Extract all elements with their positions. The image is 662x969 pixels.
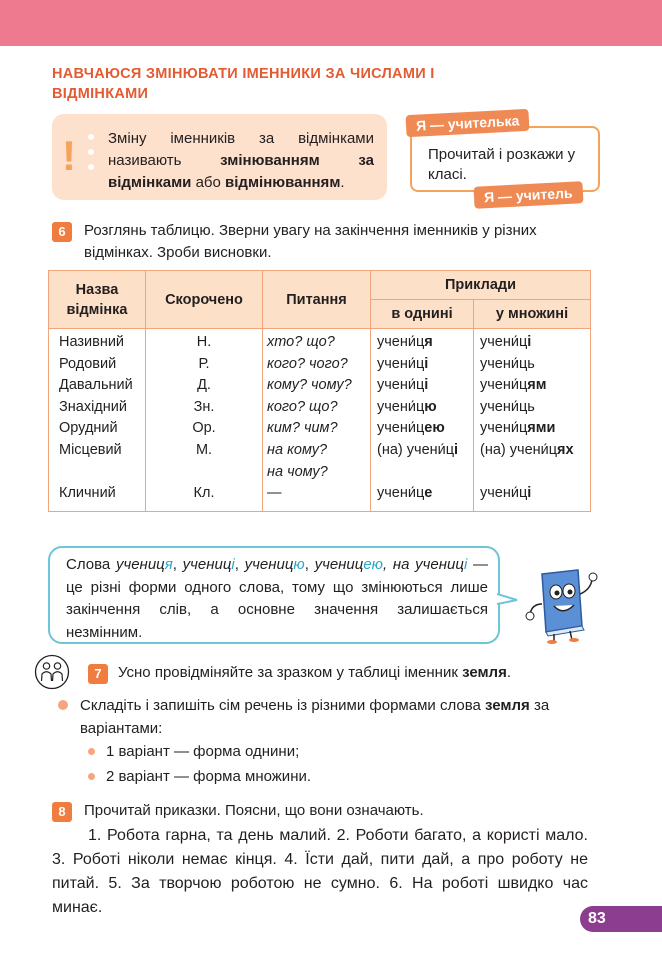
plural-form bbox=[480, 440, 590, 462]
sub-bullet-dot bbox=[88, 748, 95, 755]
header-singular: в однині bbox=[371, 300, 474, 329]
singular-form bbox=[377, 332, 473, 354]
word-ending: і bbox=[463, 556, 468, 573]
word-stem: учени́ц bbox=[480, 485, 528, 502]
sub-bullet-dot bbox=[88, 773, 95, 780]
variant-2: 2 варіант — форма множини. bbox=[106, 768, 312, 785]
case-abbr: Н. bbox=[196, 334, 212, 350]
case-name: Давальний bbox=[59, 377, 133, 394]
word-ending: ями bbox=[527, 420, 556, 437]
case-abbr: Р. bbox=[198, 355, 210, 372]
word-form bbox=[116, 556, 173, 573]
case-abbr: Зн. bbox=[193, 398, 215, 415]
word-stem: учениц bbox=[115, 556, 165, 573]
case-names bbox=[49, 329, 146, 512]
word-ending: і bbox=[527, 485, 532, 502]
task-8-text: Прочитай приказки. Поясни, що вони означають. bbox=[84, 802, 424, 819]
case-name: Називний bbox=[59, 334, 125, 350]
spacer bbox=[146, 462, 262, 484]
singular-form bbox=[377, 483, 473, 505]
header-name: Назва відмінка bbox=[49, 271, 146, 329]
spacer bbox=[59, 462, 145, 484]
bullet-text: Складіть і запишіть сім речень із різними формами слова земля за варіантами: bbox=[80, 697, 550, 737]
case-question: кому? чому? bbox=[267, 377, 352, 394]
separator: , bbox=[234, 556, 245, 573]
plural-form bbox=[480, 418, 590, 440]
word-stem: учениц bbox=[314, 556, 364, 573]
word-stem: учени́ц bbox=[480, 377, 528, 394]
rule-box bbox=[52, 114, 387, 200]
case-name: Місцевий bbox=[59, 441, 122, 458]
table-row bbox=[49, 329, 591, 512]
word-ending: я bbox=[164, 556, 173, 573]
word-form bbox=[315, 556, 383, 573]
word-stem: учени́ць bbox=[480, 355, 535, 372]
case-name: Знахідний bbox=[59, 398, 127, 415]
header-examples: Приклади bbox=[371, 271, 591, 300]
case-table bbox=[48, 270, 591, 512]
case-question: на кому? bbox=[267, 441, 328, 458]
exclamation-icon: ! bbox=[62, 132, 76, 179]
word-stem: учени́ц bbox=[406, 441, 455, 458]
word-form bbox=[183, 556, 235, 573]
word-stem: учени́ц bbox=[480, 334, 528, 350]
bullet-dot bbox=[58, 700, 68, 710]
case-name: Орудний bbox=[59, 420, 118, 437]
tag-teacher-female: Я — учителька bbox=[406, 109, 530, 137]
word-stem: учени́ц bbox=[377, 398, 425, 415]
case-abbr: Кл. bbox=[193, 485, 215, 502]
singular-form bbox=[377, 397, 473, 419]
word-stem: учениц bbox=[244, 556, 294, 573]
task-7-text: Усно провідміняйте за зразком у таблиці іменник земля. bbox=[118, 664, 512, 681]
plural-form bbox=[480, 397, 590, 419]
task-7-number: 7 bbox=[88, 664, 108, 684]
word-ending: е bbox=[424, 485, 433, 502]
page-number: 83 bbox=[588, 910, 606, 927]
separator: , bbox=[172, 556, 183, 573]
plural-forms bbox=[474, 329, 591, 512]
header-abbr: Скорочено bbox=[146, 271, 263, 329]
word-stem: учени́ц bbox=[377, 485, 425, 502]
case-name: Кличний bbox=[59, 485, 116, 502]
case-questions bbox=[263, 329, 371, 512]
word-ending: ею bbox=[363, 556, 383, 573]
plural-form bbox=[480, 483, 590, 505]
preposition: (на) bbox=[377, 441, 407, 458]
word-ending: ю bbox=[424, 398, 437, 415]
header-plural: у множині bbox=[474, 300, 591, 329]
pair-work-icon bbox=[34, 654, 70, 690]
word-stem: учени́ц bbox=[377, 420, 425, 437]
word-ending: ею bbox=[424, 420, 445, 437]
word-stem: учениц bbox=[182, 556, 232, 573]
plural-form bbox=[480, 375, 590, 397]
proverbs-text: 1. Робота гарна, та день малий. 2. Роботи багато, а користі мало. 3. Роботі ніколи немає кінця. 4. Їсти дай, пити дай, а про роботу не питай. 5. За творчою роботою не сумно. 6. На роботі швидко час минає. bbox=[52, 827, 588, 916]
case-question: ким? чим? bbox=[267, 420, 338, 437]
case-abbr: М. bbox=[195, 441, 213, 458]
note-text bbox=[66, 554, 488, 644]
word-stem: учени́ц bbox=[509, 441, 558, 458]
case-abbr: Ор. bbox=[192, 420, 216, 437]
word-ending: і bbox=[424, 355, 429, 372]
separator: , bbox=[304, 556, 315, 573]
task-8-number: 8 bbox=[52, 802, 72, 822]
case-question: кого? чого? bbox=[267, 355, 348, 372]
rule-text: Зміну іменників за відмінками називають змінюванням за відмінками або відмінюванням. bbox=[108, 130, 374, 191]
word-stem: учени́ц bbox=[480, 420, 528, 437]
word-ending: і bbox=[527, 334, 532, 350]
word-stem: учени́ц bbox=[377, 377, 425, 394]
case-abbrs bbox=[146, 329, 263, 512]
word-ending: і bbox=[454, 441, 459, 458]
lesson-title: НАВЧАЮСЯ ЗМІНЮВАТИ ІМЕННИКИ ЗА ЧИСЛАМИ І ВІДМІНКАМИ bbox=[52, 66, 435, 102]
word-ending: ям bbox=[527, 377, 547, 394]
spacer bbox=[377, 462, 473, 484]
word-form bbox=[245, 556, 305, 573]
word-form bbox=[415, 556, 467, 573]
word-stem: учени́ц bbox=[377, 355, 425, 372]
case-name: Родовий bbox=[59, 355, 117, 372]
separator: , на bbox=[382, 556, 416, 573]
word-ending: і bbox=[231, 556, 235, 573]
task-6-number: 6 bbox=[52, 222, 72, 242]
header-question: Питання bbox=[263, 271, 371, 329]
singular-form bbox=[377, 418, 473, 440]
case-question: на чому? bbox=[267, 463, 328, 480]
singular-form bbox=[377, 354, 473, 376]
singular-forms bbox=[371, 329, 474, 512]
preposition: (на) bbox=[480, 441, 510, 458]
word-ending: і bbox=[424, 377, 429, 394]
dots-decoration bbox=[86, 134, 96, 184]
tag-teacher-male: Я — учитель bbox=[473, 181, 583, 209]
variant-1: 1 варіант — форма однини; bbox=[106, 743, 300, 760]
teacher-text: Прочитай і розкажи у класі. bbox=[428, 146, 576, 183]
singular-form bbox=[377, 375, 473, 397]
top-color-band bbox=[0, 0, 662, 46]
note-bubble bbox=[48, 546, 500, 644]
word-stem: учениц bbox=[415, 556, 464, 573]
case-abbr: Д. bbox=[197, 377, 211, 394]
singular-form bbox=[377, 440, 473, 462]
plural-form bbox=[480, 354, 590, 376]
word-ending: я bbox=[424, 334, 433, 350]
note-intro: Слова bbox=[66, 556, 116, 573]
word-ending: ях bbox=[557, 441, 574, 458]
book-mascot-icon bbox=[524, 564, 602, 644]
task-6-text: Розглянь таблицю. Зверни увагу на закінчення іменників у різних відмінках. Зроби висновки. bbox=[84, 222, 537, 261]
bubble-tail bbox=[497, 592, 519, 606]
case-question: — bbox=[267, 485, 282, 502]
word-ending: ю bbox=[293, 556, 305, 573]
spacer bbox=[480, 462, 590, 484]
case-question: кого? що? bbox=[267, 398, 338, 415]
word-stem: учени́ц bbox=[377, 334, 425, 350]
plural-form bbox=[480, 332, 590, 354]
note-rest: — це різні форми одного слова, тому що змінюються лише закінчення слів, а основне значення залишається незмінним. bbox=[66, 556, 488, 641]
word-stem: учени́ць bbox=[480, 398, 535, 415]
case-question: хто? що? bbox=[267, 334, 335, 350]
